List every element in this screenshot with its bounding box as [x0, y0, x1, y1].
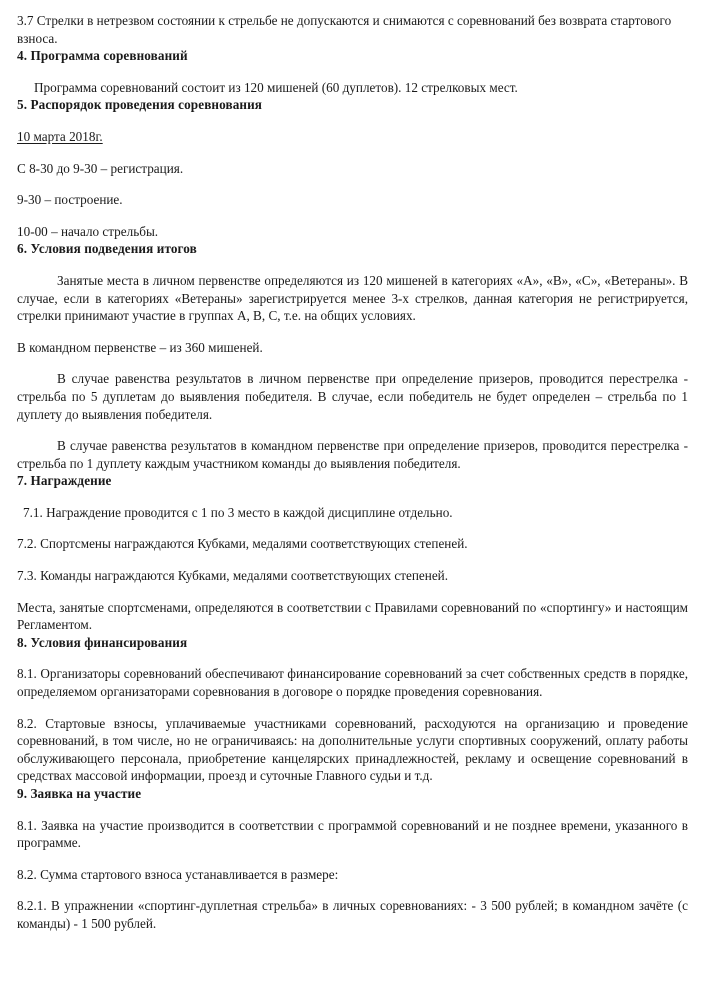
paragraph-9-fee-amounts: 8.2.1. В упражнении «спортинг-дуплетная стрельба» в личных соревнованиях: - 3 500 рублей; в командном зачёте (с команды) - 1 500 рублей.	[17, 898, 688, 931]
paragraph-6-team: В командном первенстве – из 360 мишеней.	[17, 339, 263, 355]
paragraph-7-3: 7.3. Команды награждаются Кубками, медалями соответствующих степеней.	[17, 568, 449, 584]
paragraph-3-7: 3.7 Стрелки в нетрезвом состоянии к стрельбе не допускаются и снимаются с соревнований без возврата стартового взноса.	[17, 13, 672, 46]
paragraph-9-application: 8.1. Заявка на участие производится в соответствии с программой соревнований и не позднее времени, указанного в программе.	[17, 817, 688, 851]
heading-section-9: 9. Заявка на участие	[17, 786, 142, 801]
paragraph-5-lineup: 9-30 – построение.	[17, 192, 123, 208]
paragraph-7-2: 7.2. Спортсмены награждаются Кубками, медалями соответствующих степеней.	[17, 536, 468, 552]
paragraph-5-date	[17, 128, 688, 146]
paragraph-8-2: 8.2. Стартовые взносы, уплачиваемые участниками соревнований, расходуются на организацию и проведение соревнований, в том числе, но не ограничиваясь: на дополнительные услуги спортивных сооружений, оплату работы обслуживающего персонала, приобретение канцелярских принадлежностей, рекламу и освещение соревнований в средствах массовой информации, проезд и суточные Главного судьи и т.д.	[17, 715, 688, 784]
heading-section-4: 4. Программа соревнований	[17, 48, 188, 64]
paragraph-6-individual: Занятые места в личном первенстве определяются из 120 мишеней в категориях «А», «В», «С», «Ветераны». В случае, если в категориях «Ветераны» зарегистрируется менее 3-х стрелков, данная категория не регистрируется, стрелки принимают участие в группах А, В, С, т.е. на общих условиях.	[17, 272, 688, 324]
heading-section-6: 6. Условия подведения итогов	[17, 241, 197, 257]
competition-date: 10 марта 2018г.	[17, 128, 103, 144]
heading-section-8: 8. Условия финансирования	[17, 634, 188, 650]
paragraph-4-program: Программа соревнований состоит из 120 мишеней (60 дуплетов). 12 стрелковых мест.	[34, 79, 518, 95]
paragraph-9-fee-intro: 8.2. Сумма стартового взноса устанавливается в размере:	[17, 866, 339, 882]
paragraph-5-start: 10-00 – начало стрельбы.	[17, 223, 159, 239]
paragraph-8-1: 8.1. Организаторы соревнований обеспечивают финансирование соревнований за счет собственных средств в порядке, определяемом организаторами соревнования в договоре о порядке проведения соревнования.	[17, 666, 688, 700]
paragraph-5-registration: С 8-30 до 9-30 – регистрация.	[17, 160, 184, 176]
paragraph-7-placements: Места, занятые спортсменами, определяются в соответствии с Правилами соревнований по «спортингу» и настоящим Регламентом.	[17, 599, 688, 633]
paragraph-6-tiebreak-team: В случае равенства результатов в командном первенстве при определение призеров, проводится перестрелка - стрельба по 1 дуплету каждым участником команды до выявления победителя.	[17, 438, 688, 471]
heading-section-5: 5. Распорядок проведения соревнования	[17, 97, 263, 113]
heading-section-7: 7. Награждение	[17, 473, 112, 489]
paragraph-7-1: 7.1. Награждение проводится с 1 по 3 место в каждой дисциплине отдельно.	[23, 504, 453, 520]
paragraph-6-tiebreak-individual: В случае равенства результатов в личном первенстве при определение призеров, проводится перестрелка - стрельба по 5 дуплетам до выявления победителя. В случае, если победитель не будет определен – стрельба по 1 дуплету до выявления победителя.	[17, 371, 688, 422]
